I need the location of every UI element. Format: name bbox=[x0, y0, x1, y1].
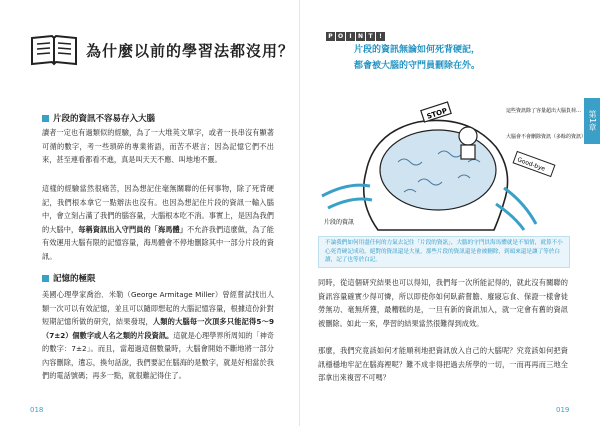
paragraph-2-highlight: 每稱資訊出入守門員的「海馬體」 bbox=[78, 224, 188, 234]
right-paragraph-2: 那麼，我們究竟該如何才能順利地把資訊放入自己的大腦呢？究竟該如何把資訊穩穩地牢記在腦海裡呢？難不成非得把過去所學的一切，一而再再而三地全部拿出來複習不可嗎？ bbox=[318, 346, 568, 382]
point-text bbox=[354, 42, 480, 74]
point-letter: ! bbox=[376, 32, 385, 41]
point-tag bbox=[326, 32, 385, 41]
paragraph-2 bbox=[42, 182, 274, 263]
chapter-side-tab: 第1章 bbox=[584, 98, 600, 144]
paragraph-1: 讀者一定也有過類似的經驗，為了一大堆英文單字，或者一長串沒有顯著可循的數字，考一些瑣碎的專業術語，而苦不堪言；因為記憶它們不出來，甚至連看都看不進，真是叫天天不應、叫地地不靈。 bbox=[42, 128, 274, 164]
paragraph-3-text-b: 這就是心理學界所周知的「神奇的數字：7±2」。而且，當超過這個數量時，大腦會開始不斷地將一部分內容刪除，遺忘，換句話說，我們要記在腦海的是數字，就是好相當於我們的電話號碼；再多一點，就很難記得住了。 bbox=[42, 330, 274, 380]
point-letter: N bbox=[357, 33, 364, 40]
caption-text: 不論我們如何用盡任何的力氣去記住「片段的資訊」，大腦的守門員海馬體就是不領情，就算不小心死背硬記成功，絕對的資訊還是大量，那些片段的資訊還是會被刪除，到頭來還是讓了等於白讀，記了也等於白記。 bbox=[325, 240, 563, 264]
section-heading-memory-limit bbox=[42, 272, 96, 284]
paragraph-2-text-b: 不允許我們這麼做，為了能有效運用大腦有限的記憶容量，海馬體會不停地刪除其中一部分片段的資訊。 bbox=[42, 224, 274, 261]
point-callout bbox=[326, 32, 526, 76]
paragraph-2-text-a: 這樣的經驗當然很痛苦，因為想記住毫無關聯的任何事物，除了死背硬記，我們根本拿它一點辦法也沒有。也因為想記住片段的資訊一輸入腦中，會立刻占滿了我們的腦容量，大腦根本吃不消。事實上，是因為我們的大腦中， bbox=[42, 184, 274, 234]
point-letter: T bbox=[366, 32, 375, 41]
square-bullet-icon bbox=[42, 115, 49, 122]
illustration-caption bbox=[318, 236, 570, 268]
stop-sign bbox=[421, 102, 451, 122]
goodbye-label: Good-bye bbox=[516, 156, 546, 173]
section-heading-text: 片段的資訊不容易存入大腦 bbox=[53, 114, 156, 124]
illustration-note-1: 這些資訊除了容量超出大腦負荷… bbox=[506, 108, 582, 114]
page-title: 為什麼以前的學習法都沒用？ bbox=[86, 42, 295, 60]
square-bullet-icon bbox=[42, 275, 49, 282]
brain-gatekeeper-illustration bbox=[318, 92, 587, 232]
page-number-left: 018 bbox=[30, 406, 44, 414]
point-letter: I bbox=[346, 32, 355, 41]
stop-label: STOP bbox=[425, 106, 449, 121]
paragraph-3 bbox=[42, 288, 274, 383]
point-line-2: 都會被大腦的守門員刪除在外。 bbox=[354, 61, 481, 71]
illustration-note-2: 大腦會不會刪除資訊（多餘的資訊） bbox=[506, 134, 587, 140]
point-line-1: 片段的資訊無論如何死背硬記， bbox=[354, 45, 481, 55]
right-paragraph-1: 同時，從這個研究結果也可以得知，我們每一次所能記得的，就此沒有關聯的資訊容量確實少得可憐，所以即使你如何臥薪嘗膽、廢寢忘食、保證一樣會徒勞無功、毫無所獲，最糟糕的是，一旦有新的資訊加入，就一定會有舊的資訊被刪除。如此一來，學習的結果當然很難得到成效。 bbox=[318, 278, 568, 328]
section-heading-text: 記憶的極限 bbox=[53, 274, 96, 284]
point-letter: P bbox=[326, 32, 335, 41]
page-number-right: 019 bbox=[556, 406, 570, 414]
open-book-icon bbox=[30, 34, 78, 66]
goodbye-sign bbox=[513, 152, 555, 177]
section-heading-fragment bbox=[42, 112, 155, 124]
fragment-label: 片段的資訊 bbox=[324, 219, 355, 226]
paragraph-3-text-a: 美國心理學家喬治．米勒（George Armitage Miller）曾經嘗試找出人類一次可以有效記憶，並且可以隨即想起的大腦記憶容量，根據這份針對短期記憶所做的研究，結果發現， bbox=[42, 290, 274, 326]
paragraph-3-highlight: 人類的大腦每一次頂多只能記得5～9（7±2）個數字或人名之類的片段資訊。 bbox=[42, 317, 274, 340]
chapter-title-block bbox=[30, 34, 295, 72]
point-letter: O bbox=[337, 33, 344, 40]
